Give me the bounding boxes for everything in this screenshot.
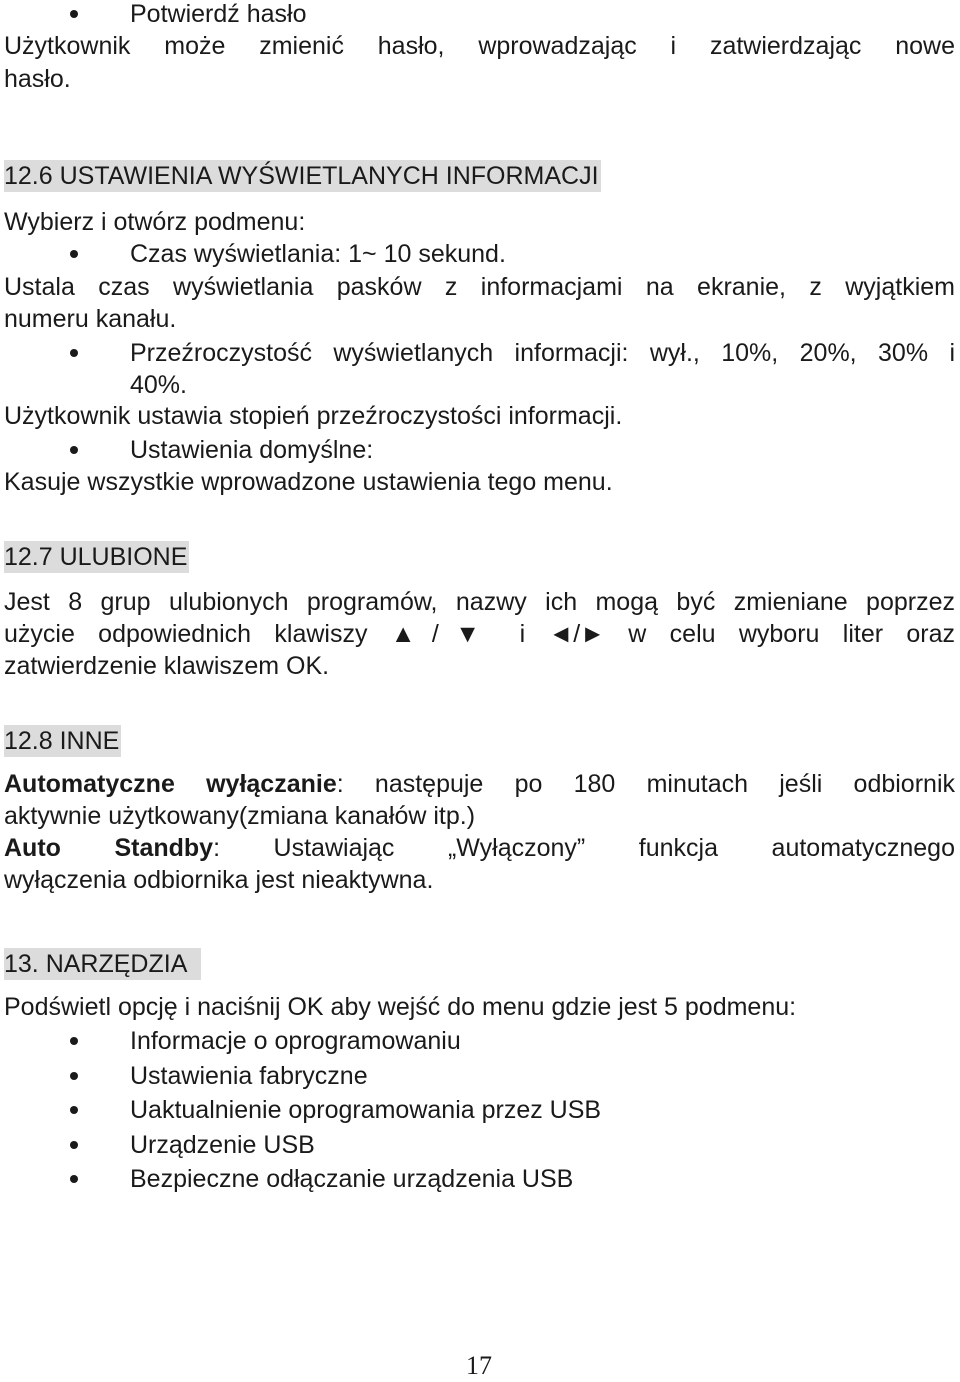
tools-item: Urządzenie USB — [130, 1131, 315, 1159]
bullet — [67, 1138, 81, 1152]
auto-standby-line2: wyłączenia odbiornika jest nieaktywna. — [4, 866, 434, 894]
bullet — [67, 7, 81, 21]
display-time-desc-cont: numeru kanału. — [4, 305, 177, 333]
bullet — [67, 1069, 81, 1083]
section-heading-12-7: 12.7 ULUBIONE — [4, 543, 188, 571]
section-12-6-intro: Wybierz i otwórz podmenu: — [4, 208, 306, 236]
auto-off-term: Automatyczne wyłączanie — [4, 770, 337, 798]
bullet — [67, 1103, 81, 1117]
section-heading-13: 13. NARZĘDZIA — [4, 948, 201, 980]
display-time-desc: Ustala czas wyświetlania pasków z informacjami na ekranie, z wyjątkiem — [4, 273, 955, 301]
bullet — [67, 443, 81, 457]
favorites-text-line3: zatwierdzenie klawiszem OK. — [4, 652, 330, 680]
bullet — [67, 346, 81, 360]
bullet — [67, 1172, 81, 1186]
bullet — [67, 1034, 81, 1048]
defaults-desc: Kasuje wszystkie wprowadzone ustawienia tego menu. — [4, 468, 613, 496]
tools-item: Informacje o oprogramowaniu — [130, 1027, 461, 1055]
transparency-item — [130, 337, 955, 369]
favorites-text-line2: użycie odpowiednich klawiszy ▲/▼ i ◄/► w celu wyboru liter oraz — [4, 620, 955, 648]
section-heading-12-8: 12.8 INNE — [4, 727, 120, 755]
display-time-item: Czas wyświetlania: 1~ 10 sekund. — [130, 240, 506, 268]
auto-off-line1 — [4, 768, 955, 800]
favorites-text-line1: Jest 8 grup ulubionych programów, nazwy ich mogą być zmieniane poprzez — [4, 588, 955, 616]
confirm-password-desc-cont: hasło. — [4, 65, 71, 93]
tools-item: Bezpieczne odłączanie urządzenia USB — [130, 1165, 574, 1193]
tools-intro: Podświetl opcję i naciśnij OK aby wejść do menu gdzie jest 5 podmenu: — [4, 993, 797, 1021]
transparency-item-cont: 40%. — [130, 371, 187, 399]
tools-item: Ustawienia fabryczne — [130, 1062, 368, 1090]
auto-off-text: : następuje po 180 minutach jeśli odbiornik — [336, 770, 955, 798]
page-number: 17 — [466, 1351, 492, 1380]
confirm-password-desc: Użytkownik może zmienić hasło, wprowadzając i zatwierdzając nowe — [4, 32, 955, 60]
transparency-desc: Użytkownik ustawia stopień przeźroczystości informacji. — [4, 402, 623, 430]
section-heading-12-6: 12.6 USTAWIENIA WYŚWIETLANYCH INFORMACJI — [4, 162, 599, 190]
bullet — [67, 247, 81, 261]
confirm-password-item: Potwierdź hasło — [130, 0, 307, 28]
transparency-item-text: Przeźroczystość wyświetlanych informacji: wył., 10%, 20%, 30% i — [130, 339, 955, 367]
auto-off-line2: aktywnie użytkowany(zmiana kanałów itp.) — [4, 802, 476, 830]
auto-standby-term: Auto Standby — [4, 834, 214, 862]
tools-item: Uaktualnienie oprogramowania przez USB — [130, 1096, 602, 1124]
defaults-item: Ustawienia domyślne: — [130, 436, 374, 464]
auto-standby-text: : Ustawiając „Wyłączony” funkcja automatycznego — [213, 834, 955, 862]
auto-standby-line1 — [4, 832, 955, 864]
